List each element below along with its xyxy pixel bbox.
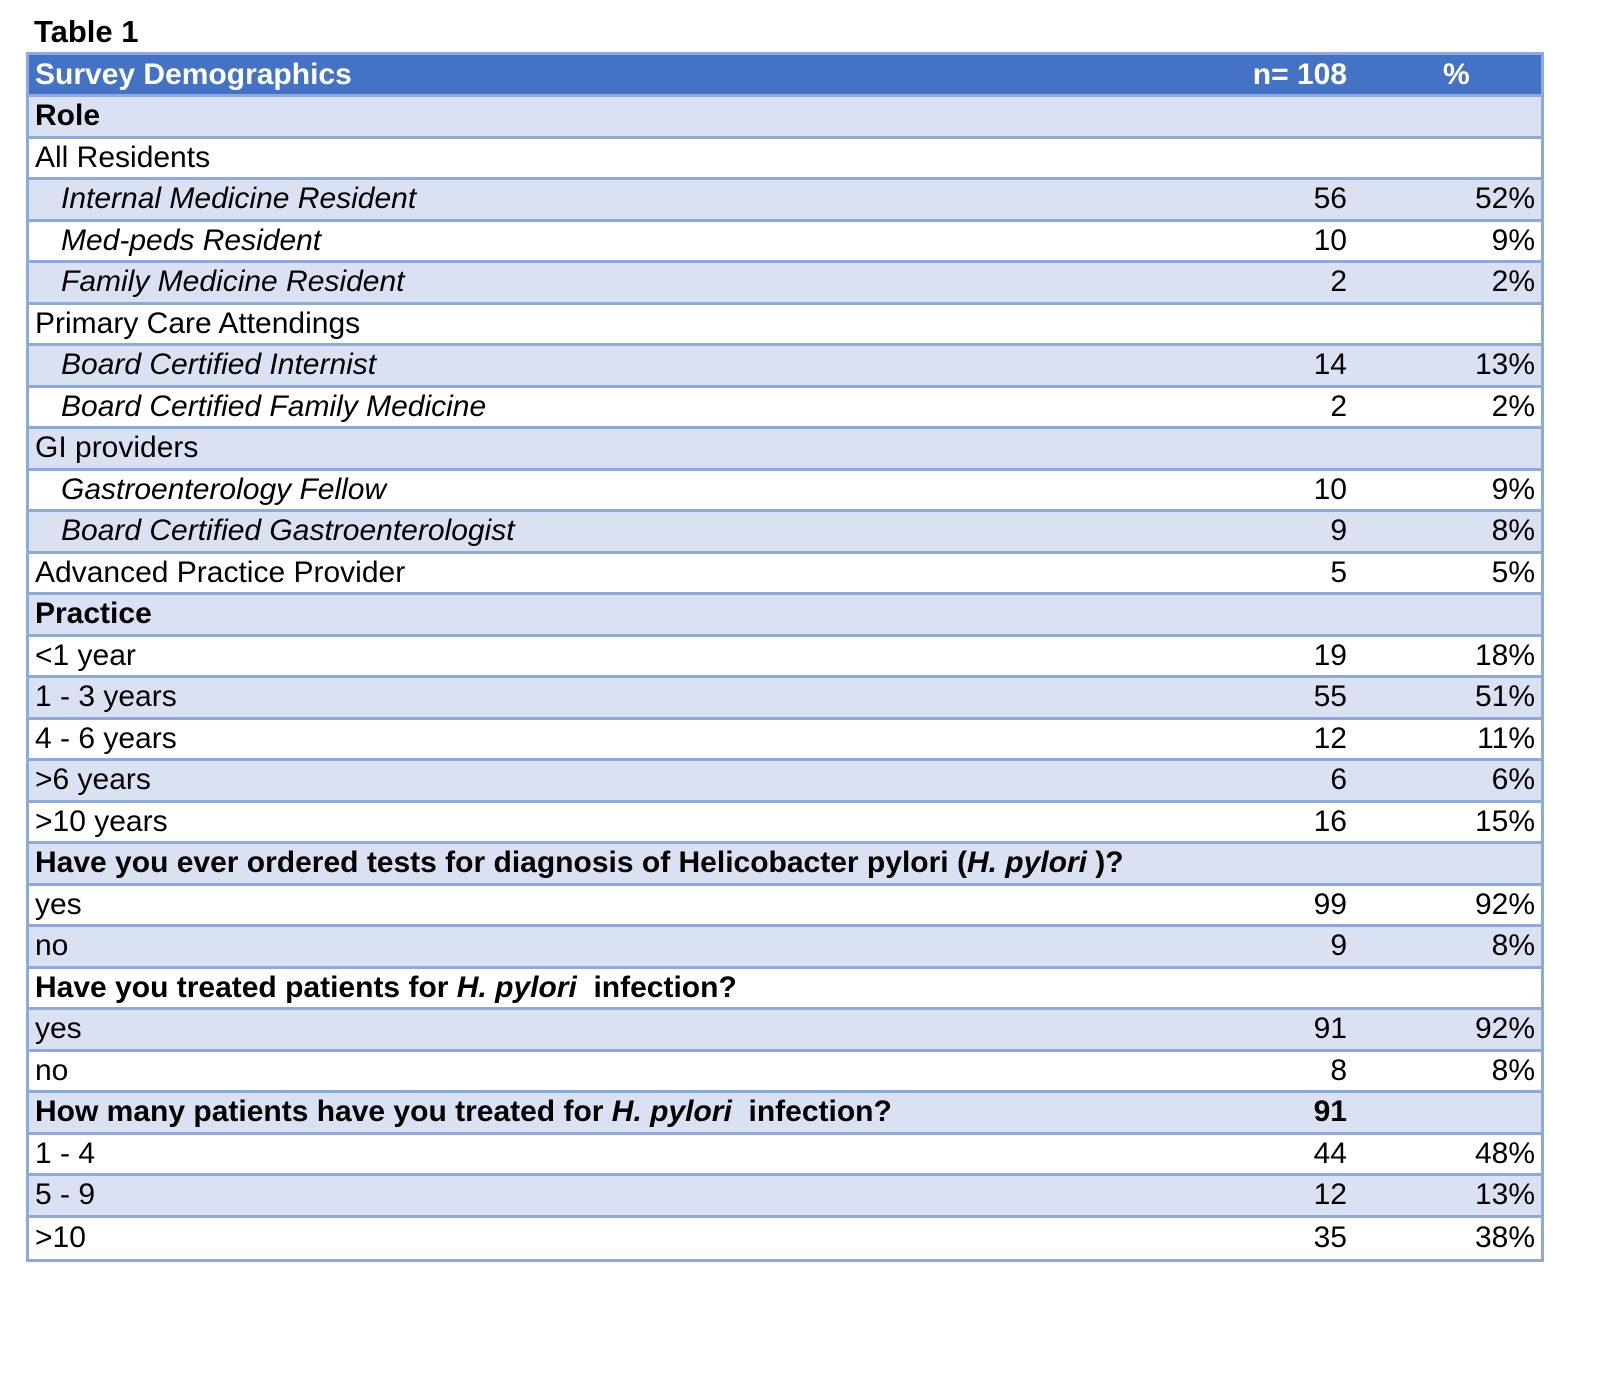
table-row [29, 388, 1541, 430]
row-count: 2 [1330, 265, 1347, 299]
row-percent: 38% [1474, 1221, 1535, 1255]
row-count: 2 [1330, 389, 1347, 423]
row-label: 5 - 9 [35, 1178, 96, 1212]
row-percent: 51% [1474, 680, 1535, 714]
table-row [29, 927, 1541, 969]
label-part: infection? [576, 970, 737, 1004]
table-row [29, 222, 1541, 264]
row-count: 12 [1313, 1178, 1347, 1212]
row-percent: 5% [1491, 555, 1535, 589]
row-count: 16 [1313, 804, 1347, 838]
header-n: n= 108 [1252, 57, 1347, 91]
row-label: GI providers [35, 431, 199, 465]
label-italic-part: H. pylori [611, 1095, 732, 1129]
row-label: Med-peds Resident [61, 223, 322, 257]
row-label: Gastroenterology Fellow [61, 472, 387, 506]
row-label: Board Certified Family Medicine [61, 389, 487, 423]
row-count: 8 [1330, 1053, 1347, 1087]
row-label: Family Medicine Resident [61, 265, 405, 299]
row-count: 44 [1313, 1136, 1347, 1170]
row-count: 9 [1330, 929, 1347, 963]
row-percent: 15% [1474, 804, 1535, 838]
row-label: Role [35, 99, 101, 133]
label-italic-part: H. pylori [456, 970, 577, 1004]
row-percent: 52% [1474, 182, 1535, 216]
row-count: 12 [1313, 721, 1347, 755]
row-label [29, 846, 1169, 880]
row-count: 55 [1313, 680, 1347, 714]
row-label: >6 years [35, 763, 151, 797]
row-label [29, 1095, 1169, 1129]
demographics-table [26, 52, 1544, 1262]
section-header-row [29, 97, 1541, 139]
row-label [29, 971, 1169, 1005]
row-percent: 9% [1491, 472, 1535, 506]
row-count: 56 [1313, 182, 1347, 216]
row-percent: 48% [1474, 1136, 1535, 1170]
row-count: 6 [1330, 763, 1347, 797]
table-row [29, 139, 1541, 181]
row-count: 19 [1313, 638, 1347, 672]
row-count: 9 [1330, 514, 1347, 548]
row-label: yes [35, 887, 82, 921]
row-label: no [35, 929, 69, 963]
table-row [29, 720, 1541, 762]
label-part: )? [1086, 846, 1124, 880]
table-row [29, 263, 1541, 305]
row-percent: 13% [1474, 348, 1535, 382]
row-label: no [35, 1053, 69, 1087]
row-label: 1 - 4 [35, 1136, 96, 1170]
table-row [29, 803, 1541, 845]
table-row [29, 429, 1541, 471]
row-percent: 11% [1477, 721, 1535, 755]
row-percent: 92% [1474, 887, 1535, 921]
row-percent: 6% [1491, 763, 1535, 797]
table-row [29, 886, 1541, 928]
row-label: 4 - 6 years [35, 721, 177, 755]
table-row [29, 678, 1541, 720]
table-row [29, 1176, 1541, 1218]
row-label: Board Certified Internist [61, 348, 377, 382]
row-percent: 8% [1491, 514, 1535, 548]
row-label: 1 - 3 years [35, 680, 177, 714]
row-count: 91 [1313, 1012, 1347, 1046]
section-header-row [29, 1093, 1541, 1135]
table-caption: Table 1 [34, 14, 139, 49]
label-italic-part: H. pylori [966, 846, 1087, 880]
row-percent: 18% [1474, 638, 1535, 672]
row-label: >10 years [35, 804, 168, 838]
table-row [29, 512, 1541, 554]
row-label: Internal Medicine Resident [61, 182, 417, 216]
table-row [29, 1218, 1541, 1260]
row-label: Practice [35, 597, 152, 631]
header-label: Survey Demographics [35, 57, 352, 91]
row-percent: 9% [1491, 223, 1535, 257]
row-label: >10 [35, 1221, 86, 1255]
row-percent: 92% [1474, 1012, 1535, 1046]
row-percent: 2% [1491, 265, 1535, 299]
row-label: <1 year [35, 638, 136, 672]
section-header-row [29, 595, 1541, 637]
row-percent: 8% [1491, 1053, 1535, 1087]
row-label: Board Certified Gastroenterologist [61, 514, 515, 548]
row-percent: 13% [1474, 1178, 1535, 1212]
row-count: 35 [1313, 1221, 1347, 1255]
row-count: 10 [1313, 223, 1347, 257]
table-row [29, 761, 1541, 803]
table-row [29, 1135, 1541, 1177]
section-header-row [29, 969, 1541, 1011]
row-label: Primary Care Attendings [35, 306, 361, 340]
row-label: All Residents [35, 140, 211, 174]
row-count: 99 [1313, 887, 1347, 921]
row-count: 91 [1313, 1095, 1347, 1129]
label-part: How many patients have you treated for [35, 1095, 612, 1129]
row-percent: 8% [1491, 929, 1535, 963]
table-row [29, 554, 1541, 596]
label-part: Have you treated patients for [35, 970, 457, 1004]
row-percent: 2% [1491, 389, 1535, 423]
row-count: 5 [1330, 555, 1347, 589]
label-part: infection? [731, 1095, 892, 1129]
section-header-row [29, 844, 1541, 886]
table-row [29, 1052, 1541, 1094]
label-part: Have you ever ordered tests for diagnosis of Helicobacter pylori ( [35, 846, 967, 880]
header-pct: % [1443, 57, 1470, 91]
row-label: Advanced Practice Provider [35, 555, 406, 589]
table-header-row [29, 55, 1541, 97]
row-label: yes [35, 1012, 82, 1046]
table-row [29, 1010, 1541, 1052]
row-count: 14 [1313, 348, 1347, 382]
table-row [29, 471, 1541, 513]
table-row [29, 346, 1541, 388]
table-row [29, 305, 1541, 347]
table-row [29, 637, 1541, 679]
row-count: 10 [1313, 472, 1347, 506]
table-row [29, 180, 1541, 222]
